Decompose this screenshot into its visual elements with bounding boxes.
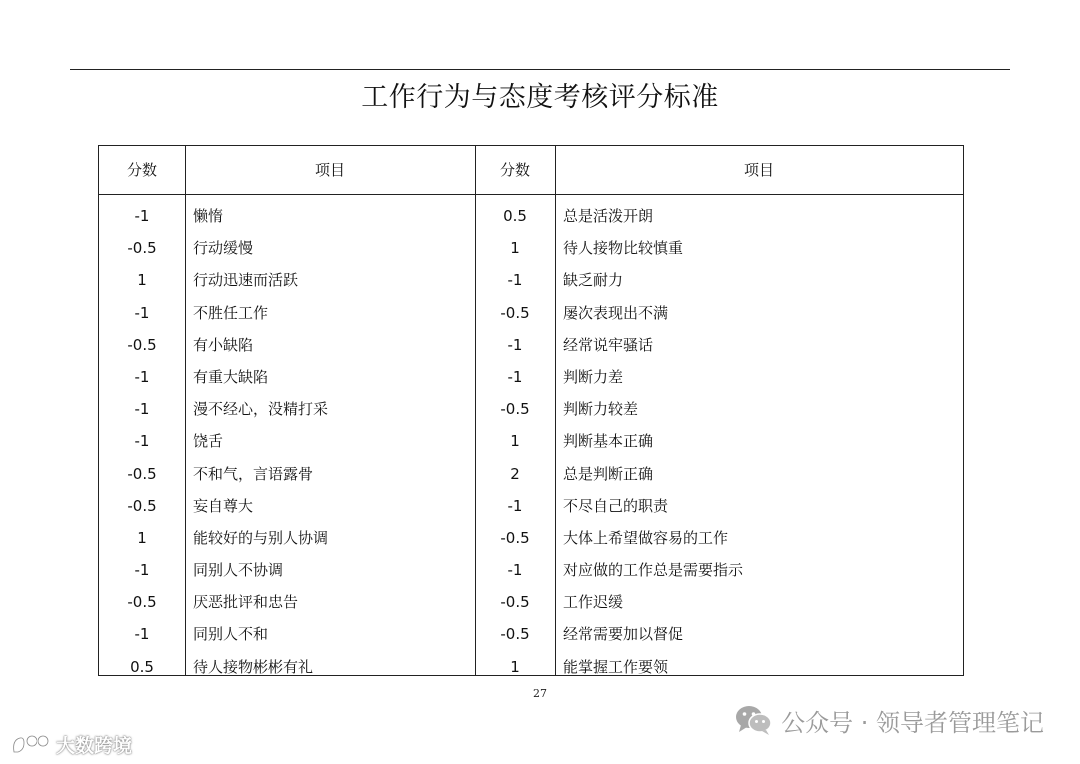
item-cell: 不胜任工作 (193, 303, 269, 322)
top-rule (70, 69, 1010, 70)
table-row (99, 232, 963, 264)
item-cell: 待人接物彬彬有礼 (193, 657, 314, 676)
page-number: 27 (533, 687, 547, 700)
score-cell: -0.5 (127, 496, 157, 515)
score-cell: -0.5 (500, 593, 530, 612)
score-cell: -1 (134, 400, 150, 419)
watermark-official-account (735, 702, 1044, 738)
score-cell: 1 (510, 239, 520, 258)
item-cell: 有小缺陷 (193, 335, 254, 354)
score-cell: 2 (510, 464, 520, 483)
table-row (99, 200, 963, 232)
item-cell: 总是判断正确 (563, 464, 654, 483)
score-cell: -0.5 (500, 625, 530, 644)
score-cell: 1 (510, 657, 520, 676)
table-row (99, 618, 963, 650)
item-cell: 缺乏耐力 (563, 271, 624, 290)
item-cell: 懒惰 (193, 207, 224, 225)
table-row (99, 554, 963, 586)
header-score-right: 分数 (499, 161, 530, 179)
table-row (99, 264, 963, 296)
item-cell: 大体上希望做容易的工作 (563, 528, 729, 547)
header-divider (99, 194, 963, 195)
item-cell: 工作迟缓 (563, 593, 624, 612)
table-row (99, 458, 963, 490)
item-cell: 不和气，言语露骨 (193, 464, 314, 483)
item-cell: 行动迅速而活跃 (193, 271, 299, 290)
score-cell: -0.5 (127, 335, 157, 354)
score-cell: 1 (510, 432, 520, 451)
score-cell: -0.5 (500, 400, 530, 419)
watermark-brand-text: 大数跨境 (56, 734, 133, 757)
header-item-left: 项目 (314, 161, 345, 179)
watermark-official-account-text: 公众号 · 领导者管理笔记 (781, 708, 1044, 737)
item-cell: 有重大缺陷 (193, 367, 269, 386)
watermark-brand (10, 730, 132, 758)
table-row (99, 522, 963, 554)
score-cell: -0.5 (500, 528, 530, 547)
score-cell: 1 (137, 528, 147, 547)
wechat-icon (735, 704, 773, 736)
brand-logo-icon (10, 732, 52, 756)
header-score-left: 分数 (126, 161, 157, 179)
item-cell: 经常说牢骚话 (563, 335, 654, 354)
item-cell: 能较好的与别人协调 (193, 528, 329, 547)
score-cell: -1 (134, 303, 150, 322)
item-cell: 对应做的工作总是需要指示 (563, 561, 744, 580)
item-cell: 判断基本正确 (563, 432, 654, 451)
table-row (99, 297, 963, 329)
table-row (99, 329, 963, 361)
score-cell: -0.5 (127, 593, 157, 612)
score-cell: -1 (507, 335, 523, 354)
item-cell: 饶舌 (193, 432, 224, 451)
item-cell: 屡次表现出不满 (563, 303, 669, 322)
item-cell: 经常需要加以督促 (563, 625, 684, 644)
item-cell: 判断力较差 (563, 400, 639, 419)
score-cell: 0.5 (503, 207, 527, 225)
table-row (99, 393, 963, 425)
item-cell: 同别人不和 (193, 625, 269, 644)
score-cell: -0.5 (127, 464, 157, 483)
item-cell: 漫不经心，没精打采 (193, 400, 329, 419)
item-cell: 能掌握工作要领 (563, 657, 669, 676)
page-title: 工作行为与态度考核评分标准 (361, 82, 719, 113)
item-cell: 总是活泼开朗 (563, 207, 654, 225)
table-row (99, 651, 963, 683)
item-cell: 妄自尊大 (193, 496, 254, 515)
score-cell: -1 (507, 496, 523, 515)
item-cell: 判断力差 (563, 367, 624, 386)
item-cell: 厌恶批评和忠告 (193, 593, 299, 612)
table-body (99, 200, 963, 683)
table-row (99, 490, 963, 522)
score-cell: -1 (134, 367, 150, 386)
score-cell: -1 (134, 625, 150, 644)
table-row (99, 586, 963, 618)
score-cell: -1 (134, 561, 150, 580)
score-cell: -1 (507, 367, 523, 386)
score-cell: -0.5 (500, 303, 530, 322)
score-table (98, 145, 964, 676)
header-item-right: 项目 (743, 161, 774, 179)
item-cell: 同别人不协调 (193, 561, 284, 580)
score-cell: -1 (507, 561, 523, 580)
item-cell: 不尽自己的职责 (563, 496, 669, 515)
item-cell: 待人接物比较慎重 (563, 239, 684, 258)
item-cell: 行动缓慢 (193, 239, 254, 258)
score-cell: -1 (134, 432, 150, 451)
score-cell: -0.5 (127, 239, 157, 258)
table-row (99, 361, 963, 393)
score-cell: -1 (134, 207, 150, 225)
table-row (99, 425, 963, 457)
score-cell: -1 (507, 271, 523, 290)
score-cell: 0.5 (130, 657, 154, 676)
score-cell: 1 (137, 271, 147, 290)
